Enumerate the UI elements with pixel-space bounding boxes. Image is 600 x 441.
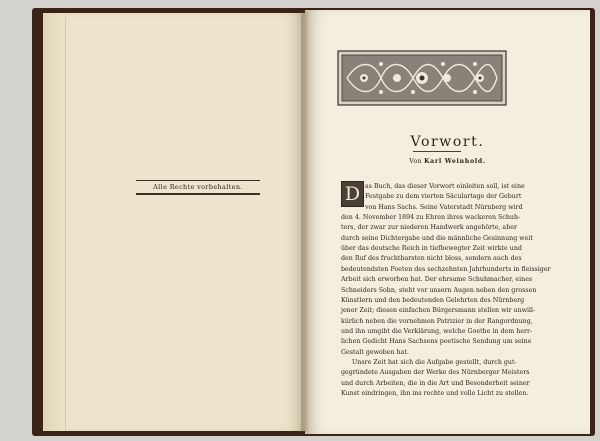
body-line: Arbeit sich erworben hat. Der ehrsame Schuhmacher, eines (341, 276, 533, 284)
author-name: Karl Weinhold. (424, 158, 486, 165)
body-line: ters, der zwar zur niederen Handwerk angehörte, aber (341, 224, 517, 232)
body-line: Festgabe zu dem vierten Säculartage der Geburt (365, 193, 522, 201)
body-line: Gestalt gewoben hat. (341, 348, 409, 356)
body-line: den Ruf des fruchtbarsten nicht bloss, sondern auch des (341, 255, 522, 263)
body-line: jener Zeit; diesen einfachen Bürgersmann stellen wir unwill- (341, 307, 536, 315)
body-line: und ihn umgibt die Verklärung, welche Goethe in dem herr- (341, 327, 533, 335)
body-line: Kunst eindringen, ihn ins rechte und volle Licht zu stellen. (341, 390, 529, 397)
body-line: durch seine Dichtergabe und die männliche Gesinnung weit (341, 234, 533, 242)
body-line: Künstlern und den bedeutenden Gelehrten des Nürnberg (341, 296, 525, 304)
body-line: und durch Arbeiten, die in die Art und Besonderheit seiner (341, 379, 530, 387)
body-line: von Hans Sachs. Seine Vaterstadt Nürnberg wird (365, 203, 523, 211)
body-line: lichen Gedicht Hans Sachsens poetische Sendung um seine (341, 338, 532, 346)
body-line: über das deutsche Reich in tiefbewegter Zeit wirkte und (341, 245, 522, 253)
body-line: den 4. November 1894 zu Ehren ihres wackeren Schuh- (341, 214, 521, 222)
body-line: Schneiders Sohn, steht vor unsern Augen neben den grossen (341, 286, 537, 294)
page-title: Vorwort. (410, 134, 485, 150)
body-line: kürlich neben die vornehmen Patrizier in der Rangordnung, (341, 317, 533, 325)
drop-cap: D (341, 181, 364, 207)
body-line: gegründete Ausgaben der Werke des Nürnberger Meisters (341, 369, 530, 377)
author-prefix: Von (409, 158, 422, 165)
body-line: bedeutendsten Poeten des sechzehnten Jahrhunderts in fleissiger (341, 265, 551, 273)
body-line: Unsre Zeit hat sich die Aufgabe gestellt, durch gut- (352, 358, 517, 366)
rights-notice: Alle Rechte vorbehalten. (153, 183, 243, 191)
body-line: as Buch, das dieser Vorwort einleiten soll, ist eine (365, 183, 525, 190)
